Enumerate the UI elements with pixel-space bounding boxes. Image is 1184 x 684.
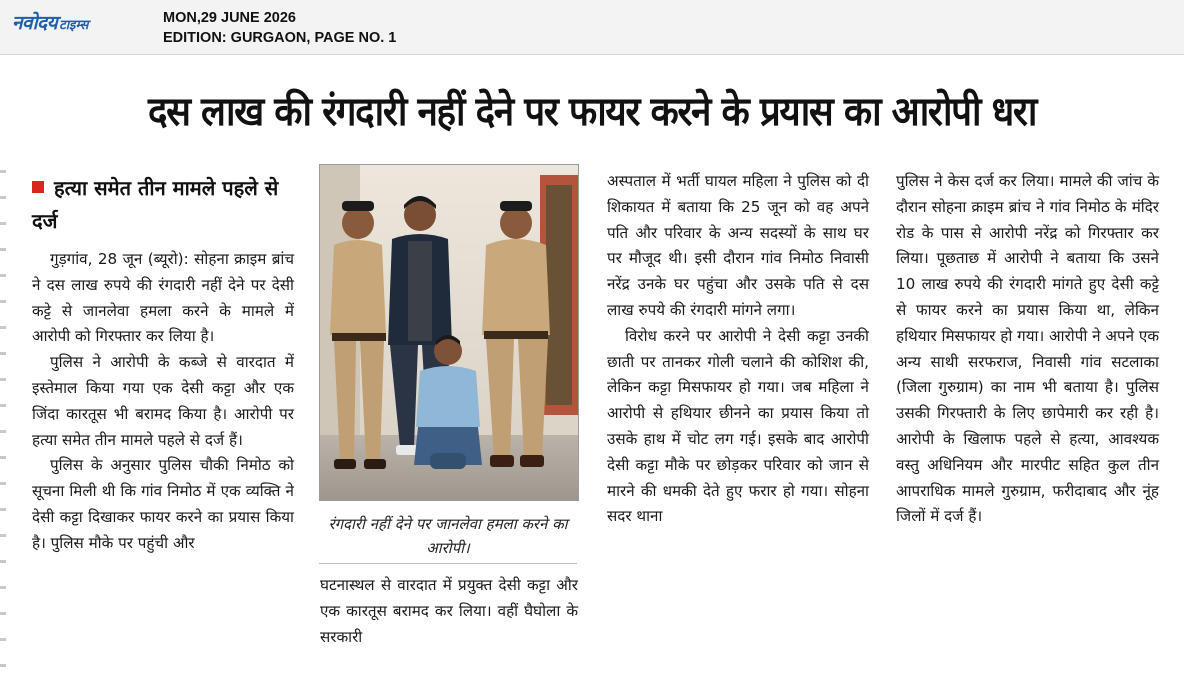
article-column-2-bottom <box>320 573 578 650</box>
article-column-1 <box>32 247 294 557</box>
col3-paragraph: अस्पताल में भर्ती घायल महिला ने पुलिस को दी शिकायत में बताया कि 25 जून को वह अपने पति और परिवार के अन्य सदस्यों के साथ घर पर मौजूद थी। इसी दौरान गांव निमोठ निवासी नरेंद्र उनके घर पहुंचा और उसके पति से दस लाख रुपये की रंगदारी मांगने लगा। <box>607 172 869 319</box>
subhead-text: हत्या समेत तीन मामले पहले से दर्ज <box>32 176 279 233</box>
article-photo <box>319 164 579 501</box>
caption-divider <box>319 563 577 564</box>
col1-paragraph: पुलिस ने आरोपी के कब्जे से वारदात में इस्तेमाल किया गया एक देसी कट्टा और एक जिंदा कारतूस भी बरामद किया है। आरोपी पर हत्या समेत तीन मामले पहले से दर्ज हैं। <box>32 353 294 449</box>
edition-info: EDITION: GURGAON, PAGE NO. 1 <box>163 30 397 46</box>
logo-sub-text: टाइम्स <box>59 18 89 33</box>
col2-paragraph: घटनास्थल से वारदात में प्रयुक्त देसी कट्टा और एक कारतूस बरामद कर लिया। वहीं घैघोला के सरकारी <box>320 576 578 646</box>
newspaper-logo[interactable] <box>12 9 89 34</box>
col4-paragraph: पुलिस ने केस दर्ज कर लिया। मामले की जांच के दौरान सोहना क्राइम ब्रांच ने गांव निमोठ के मंदिर रोड के पास से आरोपी नरेंद्र को गिरफ्तार कर लिया। पूछताछ में आरोपी ने बताया कि उसने 10 लाख रुपये की रंगदारी मांगते हुए देसी कट्टे से फायर करने का प्रयास किया था, लेकिन हथियार मिसफायर हो गया। आरोपी ने अपने एक अन्य साथी सरफराज, निवासी गांव सटलाका (जिला गुरुग्राम) का नाम भी बताया है। पुलिस उसकी गिरफ्तारी के लिए छापेमारी कर रही है। आरोपी के खिलाफ पहले से हत्या, आवश्यक वस्तु अधिनियम और मारपीट सहित कुल तीन आपराधिक मामले गुरुग्राम, फरीदाबाद और नूंह जिलों में दर्ज हैं। <box>896 172 1159 526</box>
photo-caption: रंगदारी नहीं देने पर जानलेवा हमला करने का आरोपी। <box>328 515 568 557</box>
issue-date: MON,29 JUNE 2026 <box>163 10 296 26</box>
article-column-3 <box>607 169 869 530</box>
col3-paragraph: विरोध करने पर आरोपी ने देसी कट्टा उनकी छाती पर तानकर गोली चलाने की कोशिश की, लेकिन कट्टा मिसफायर हो गया। जब महिला ने आरोपी से हथियार छीनने का प्रयास किया तो उसके हाथ में चोट लग गई। इसके बाद आरोपी देसी कट्टा मौके पर छोड़कर परिवार को जान से मारने की धमकी देते हुए फरार हो गया। सोहना सदर थाना <box>607 326 869 526</box>
col1-paragraph: पुलिस के अनुसार पुलिस चौकी निमोठ को सूचना मिली थी कि गांव निमोठ में एक व्यक्ति ने देसी कट्टा दिखाकर फायर करने का प्रयास किया है। पुलिस मौके पर पहुंची और <box>32 456 294 552</box>
article-column-4 <box>896 169 1159 530</box>
police-lineup-photo-image <box>320 165 578 500</box>
col1-paragraph: गुड़गांव, 28 जून (ब्यूरो): सोहना क्राइम ब्रांच ने दस लाख रुपये की रंगदारी नहीं देने पर देसी कट्टे से जानलेवा हमला करने के मामले में आरोपी को गिरफ्तार कर लिया है। <box>32 250 294 346</box>
edition-meta <box>163 8 396 48</box>
red-square-bullet-icon <box>32 181 44 193</box>
article-headline: दस लाख की रंगदारी नहीं देने पर फायर करने के प्रयास का आरोपी धरा <box>147 89 1037 135</box>
page-edge-marks <box>0 170 6 670</box>
masthead-bar <box>0 0 1184 55</box>
logo-main-text: नवोदय <box>12 12 58 34</box>
article-subhead <box>32 172 297 238</box>
